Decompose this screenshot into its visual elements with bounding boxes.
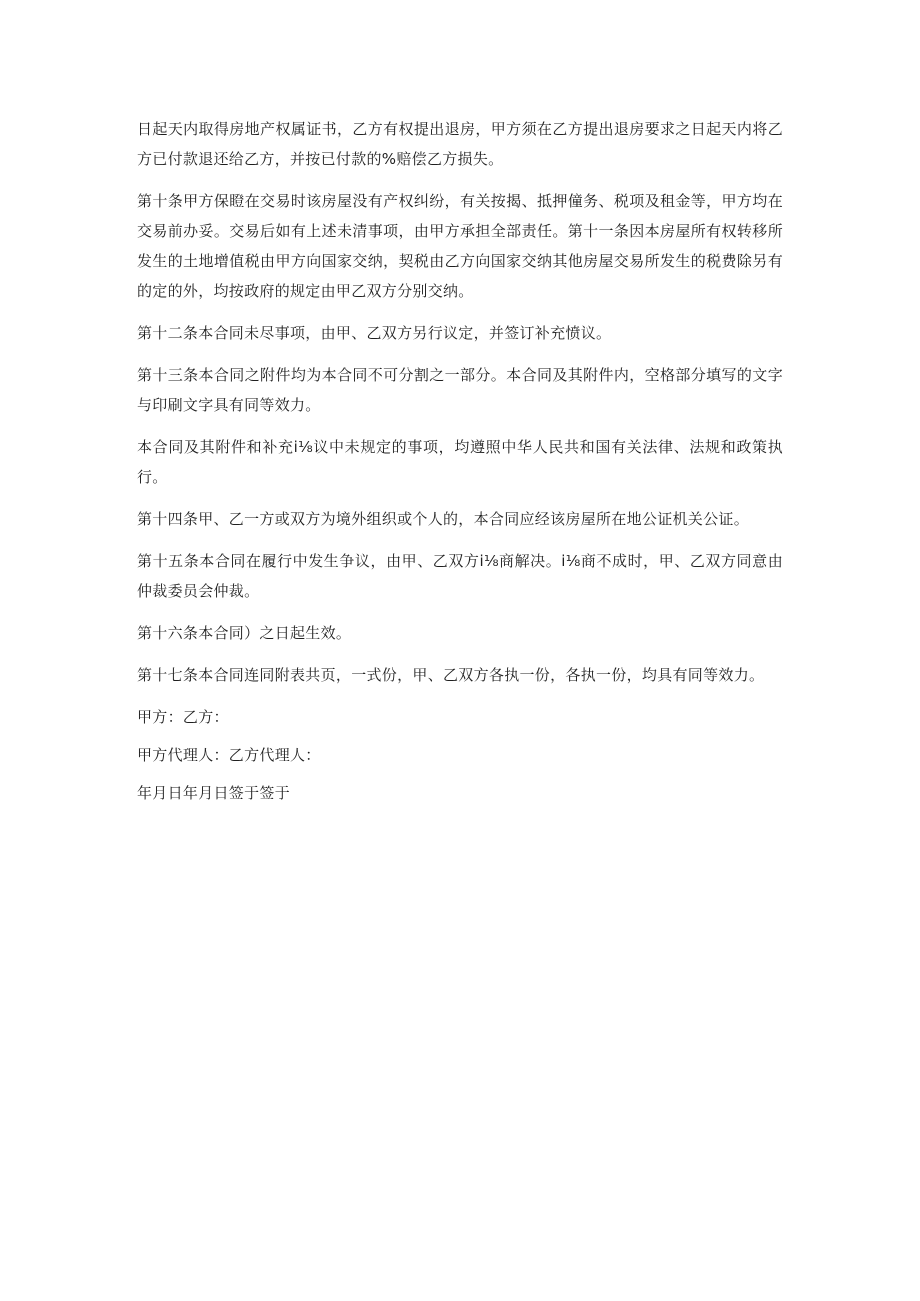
clause-12-supplementary: 第十二条本合同未尽事项，由甲、乙双方另行议定，并签订补充愤议。 (137, 324, 612, 342)
contract-body (137, 114, 783, 816)
signature-parties: 甲方：乙方： (137, 708, 229, 726)
clause-14-notarization: 第十四条甲、乙一方或双方为境外组织或个人的，本合同应经该房屋所在地公证机关公证。 (137, 510, 750, 528)
clause-applicable-law: 本合同及其附件和补充i⅛议中未规定的事项，均遵照中华人民共和国有关法律、法规和政策执行。 (137, 438, 783, 486)
signature-dates: 年月日年月日签于签于 (137, 784, 291, 802)
clause-return-refund: 日起天内取得房地产权属证书，乙方有权提出退房，甲方须在乙方提出退房要求之日起天内将乙方已付款退还给乙方，并按已付款的%赔偿乙方损失。 (137, 120, 783, 168)
clause-13-attachments: 第十三条本合同之附件均为本合同不可分割之一部分。本合同及其附件内，空格部分填写的文字与印刷文字具有同等效力。 (137, 366, 783, 414)
clause-15-dispute: 第十五条本合同在履行中发生争议，由甲、乙双方i⅛商解决。i⅛商不成时，甲、乙双方同意由仲裁委员会仲裁。 (137, 552, 783, 600)
signature-agents: 甲方代理人：乙方代理人： (137, 746, 321, 764)
clause-10-11-property-tax: 第十条甲方保瞪在交易时该房屋没有产权纠纷，有关按揭、抵押僮务、税项及租金等，甲方均在交易前办妥。交易后如有上述未清事项，由甲方承担全部责任。第十一条因本房屋所有权转移所发生的土地增值税由甲方向国家交纳，契税由乙方向国家交纳其他房屋交易所发生的税费除另有的定的外，均按政府的规定由甲乙双方分别交纳。 (137, 192, 783, 300)
clause-17-copies: 第十七条本合同连同附表共页，一式份，甲、乙双方各执一份，各执一份，均具有同等效力。 (137, 666, 765, 684)
clause-16-effective: 第十六条本合同）之日起生效。 (137, 624, 352, 642)
